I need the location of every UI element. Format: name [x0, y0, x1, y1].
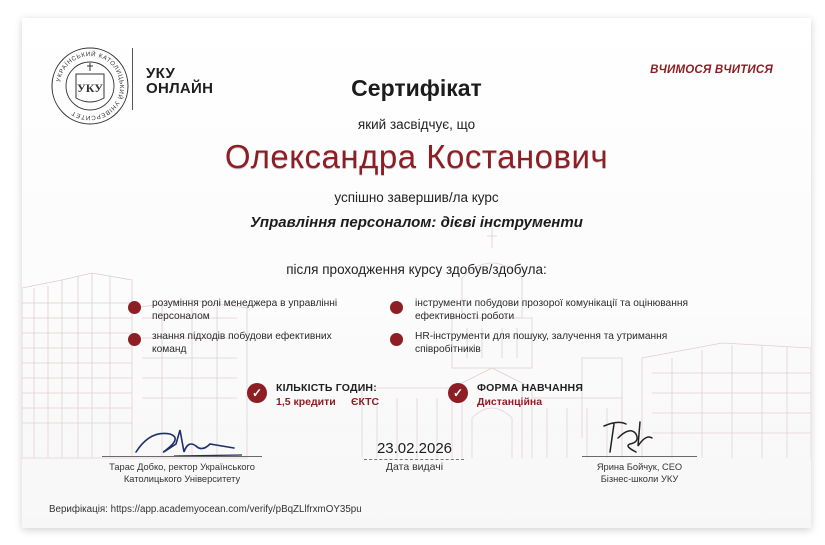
certificate-card — [22, 18, 811, 528]
rector-caption — [82, 461, 282, 485]
course-name: Управління персоналом: дієві інструменти — [250, 214, 583, 231]
check-icon: ✓ — [247, 383, 267, 403]
outcome-item: розуміння ролі менеджера в управлінні персоналом — [152, 298, 338, 322]
check-icon: ✓ — [448, 383, 468, 403]
hours-unit: ЄКТС — [351, 396, 380, 408]
outcomes-heading: після проходження курсу здобув/здобула: — [286, 262, 547, 277]
ceo-signature — [596, 416, 656, 460]
outcome-item: інструменти побудови прозорої комунікації та оцінювання ефективності роботи — [415, 298, 688, 322]
brand-line-2: ОНЛАЙН — [146, 80, 214, 97]
outcome-item: HR-інструменти для пошуку, залучення та утримання співробітників — [415, 331, 668, 355]
ceo-caption-line-2: Бізнес-школи УКУ — [600, 474, 679, 484]
issue-date: 23.02.2026 — [376, 440, 453, 457]
brand-line-1: УКУ — [146, 65, 176, 82]
rector-caption-line-1: Тарас Добко, ректор Українського — [109, 462, 255, 472]
bullet-icon — [128, 301, 141, 314]
recipient-name: Олександра Костанович — [224, 138, 609, 175]
rector-caption-line-2: Католицького Університету — [123, 474, 241, 484]
form-label: ФОРМА НАВЧАННЯ — [477, 382, 584, 394]
outcome-item: знання підходів побудови ефективних команд — [152, 331, 332, 355]
certificate-title: Сертифікат — [351, 75, 482, 101]
motto: ВЧИМОСЯ ВЧИТИСЯ — [650, 64, 773, 76]
form-value: Дистанційна — [477, 396, 543, 408]
verification-link[interactable]: Верифікація: https://app.academyocean.com/verify/pBqZLlfrxmOY35pu — [49, 504, 362, 515]
certificate-subtitle: який засвідчує, що — [357, 117, 476, 132]
signature-line — [582, 456, 697, 457]
ceo-caption-line-1: Ярина Бойчук, CEO — [596, 462, 683, 472]
hours-value: 1,5 кредити — [276, 396, 336, 408]
bullet-icon — [390, 301, 403, 314]
bullet-icon — [390, 333, 403, 346]
ceo-caption — [552, 461, 727, 485]
issue-date-label: Дата видачі — [385, 461, 444, 473]
hours-label: КІЛЬКІСТЬ ГОДИН: — [276, 382, 377, 394]
signature-line — [102, 456, 262, 457]
bullet-icon — [128, 333, 141, 346]
date-line — [364, 459, 464, 460]
svg-text:УКУ: УКУ — [76, 81, 104, 95]
completed-text: успішно завершив/ла курс — [334, 190, 499, 205]
svg-text:УКРАЇНСЬКИЙ КАТОЛИЦЬКИЙ УНІВЕР: УКРАЇНСЬКИЙ КАТОЛИЦЬКИЙ УНІВЕРСИТЕТ — [55, 50, 126, 122]
